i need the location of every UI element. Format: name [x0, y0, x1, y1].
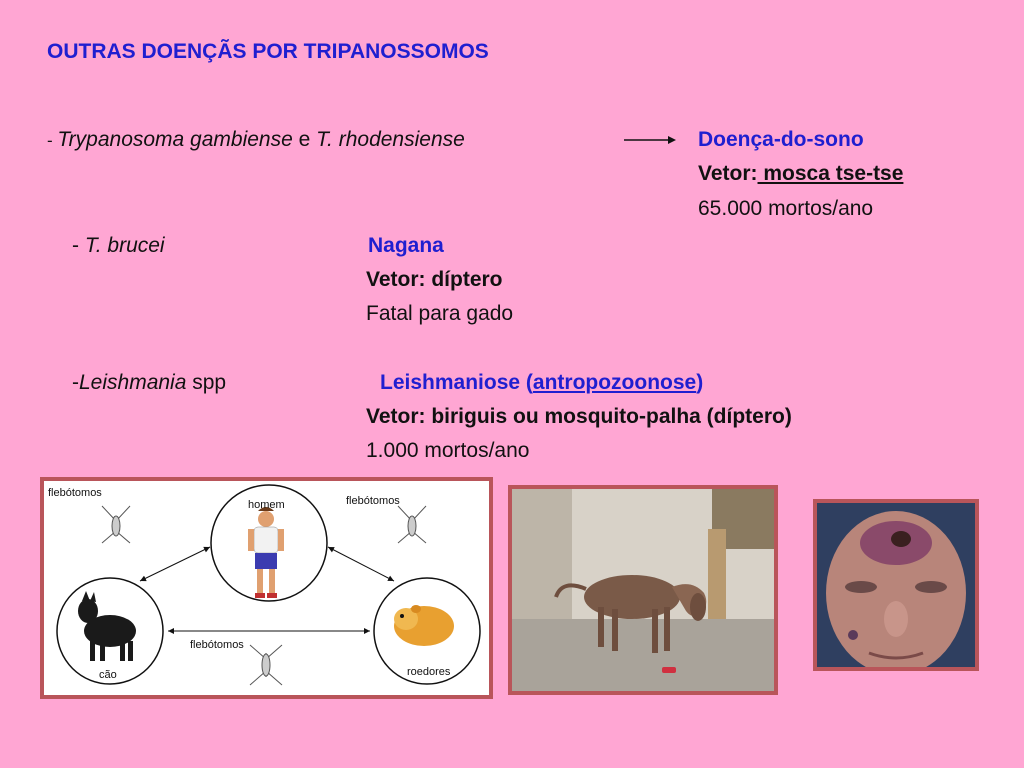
disease-leishmaniose: [380, 371, 703, 395]
species-gambiense: Trypanosoma gambiense: [57, 128, 293, 151]
disease-nagana: Nagana: [368, 234, 444, 257]
face-photo-illustration: [817, 503, 975, 667]
row-trypanosoma-gambiense: [47, 128, 465, 152]
deaths-sleeping-sickness: 65.000 mortos/ano: [698, 197, 874, 220]
transmission-cycle-diagram: [40, 477, 493, 699]
row-t-brucei: [72, 234, 165, 258]
cycle-drawing: [44, 481, 489, 695]
species-rhodensiense: T. rhodensiense: [316, 128, 465, 151]
disease-close: ): [696, 371, 704, 394]
sandfly-icon-top-right: [398, 506, 426, 543]
note-fatal-cattle: Fatal para gado: [366, 302, 514, 325]
species-leishmania: Leishmania: [79, 371, 187, 394]
conjunction: e: [292, 128, 317, 151]
dash: -: [72, 371, 79, 394]
label-homem: homem: [248, 499, 285, 511]
species-brucei: T. brucei: [84, 234, 165, 257]
vector-tsetse: [698, 162, 903, 186]
dash: -: [72, 234, 85, 257]
arrow-right-icon: [624, 133, 676, 147]
disease-sleeping-sickness: Doença-do-sono: [698, 128, 864, 151]
label-flebotomos-top-right: flebótomos: [346, 495, 400, 507]
slide-title: OUTRAS DOENÇÃS POR TRIPANOSSOMOS: [47, 40, 489, 63]
vector-label: Vetor:: [698, 162, 758, 185]
label-roedores: roedores: [407, 666, 451, 678]
sandfly-icon-top-left: [102, 506, 130, 543]
photo-sick-dog: [508, 485, 778, 695]
dog-photo-illustration: [512, 489, 774, 691]
vector-biriguis: Vetor: biriguis ou mosquito-palha (díptero): [366, 405, 792, 428]
photo-facial-lesion: [813, 499, 979, 671]
vector-value: mosca tse-tse: [757, 162, 904, 185]
dash: -: [47, 131, 58, 150]
label-flebotomos-bottom: flebótomos: [190, 639, 244, 651]
deaths-leishmaniose: 1.000 mortos/ano: [366, 439, 530, 462]
sandfly-icon-bottom: [250, 645, 282, 685]
label-flebotomos-top-left: flebótomos: [48, 487, 102, 499]
label-cao: cão: [99, 669, 117, 681]
species-suffix: spp: [186, 371, 227, 394]
vector-diptero: Vetor: díptero: [366, 268, 503, 291]
disease-type-link: antropozoonose: [532, 371, 697, 394]
row-leishmania: [72, 371, 226, 395]
disease-name: Leishmaniose (: [380, 371, 533, 394]
